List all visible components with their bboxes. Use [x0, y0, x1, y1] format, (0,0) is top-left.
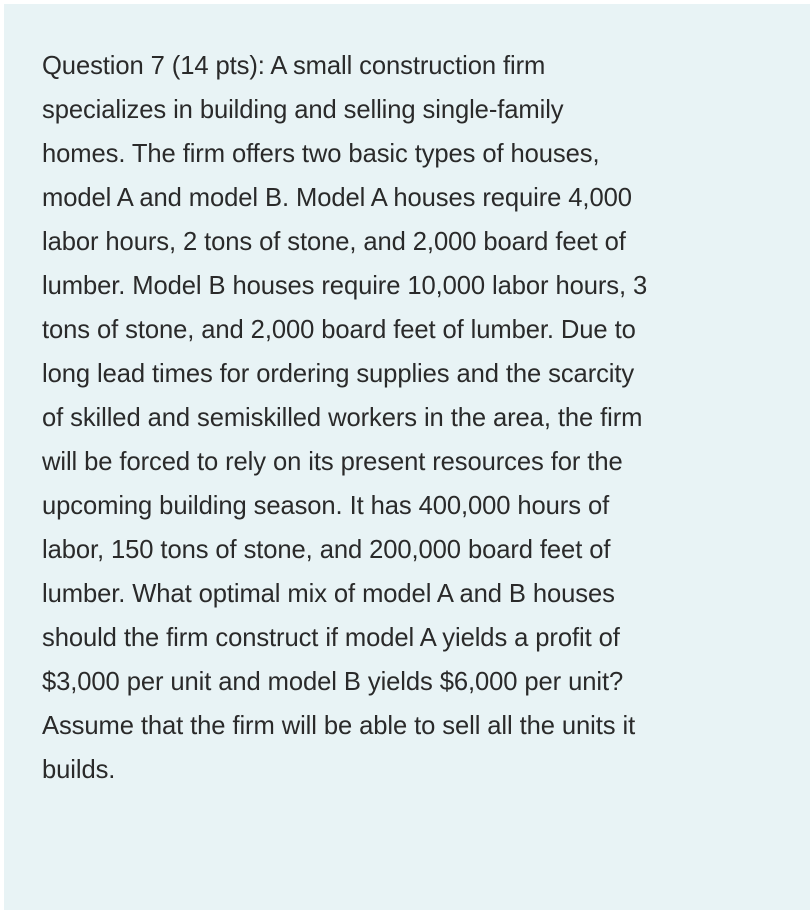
question-line: should the firm construct if model A yields a profit of: [42, 624, 620, 652]
question-line: will be forced to rely on its present resources for the: [42, 448, 623, 476]
question-line: of skilled and semiskilled workers in the area, the firm: [42, 404, 643, 432]
question-text: [42, 44, 766, 792]
question-line: builds.: [42, 756, 116, 784]
question-line: labor, 150 tons of stone, and 200,000 board feet of: [42, 536, 611, 564]
question-line: upcoming building season. It has 400,000 hours of: [42, 492, 610, 520]
question-line: Assume that the firm will be able to sell all the units it: [42, 712, 636, 740]
question-line: long lead times for ordering supplies and the scarcity: [42, 360, 635, 388]
question-line: tons of stone, and 2,000 board feet of lumber. Due to: [42, 316, 636, 344]
question-line: labor hours, 2 tons of stone, and 2,000 board feet of: [42, 228, 626, 256]
question-line: specializes in building and selling single-family: [42, 96, 564, 124]
question-line: model A and model B. Model A houses require 4,000: [42, 184, 632, 212]
question-line: lumber. What optimal mix of model A and B houses: [42, 580, 615, 608]
question-line: lumber. Model B houses require 10,000 labor hours, 3: [42, 272, 648, 300]
question-line: Question 7 (14 pts): A small construction firm: [42, 52, 546, 80]
question-line: homes. The firm offers two basic types of houses,: [42, 140, 600, 168]
question-line: $3,000 per unit and model B yields $6,000 per unit?: [42, 668, 624, 696]
question-card: [4, 4, 810, 910]
